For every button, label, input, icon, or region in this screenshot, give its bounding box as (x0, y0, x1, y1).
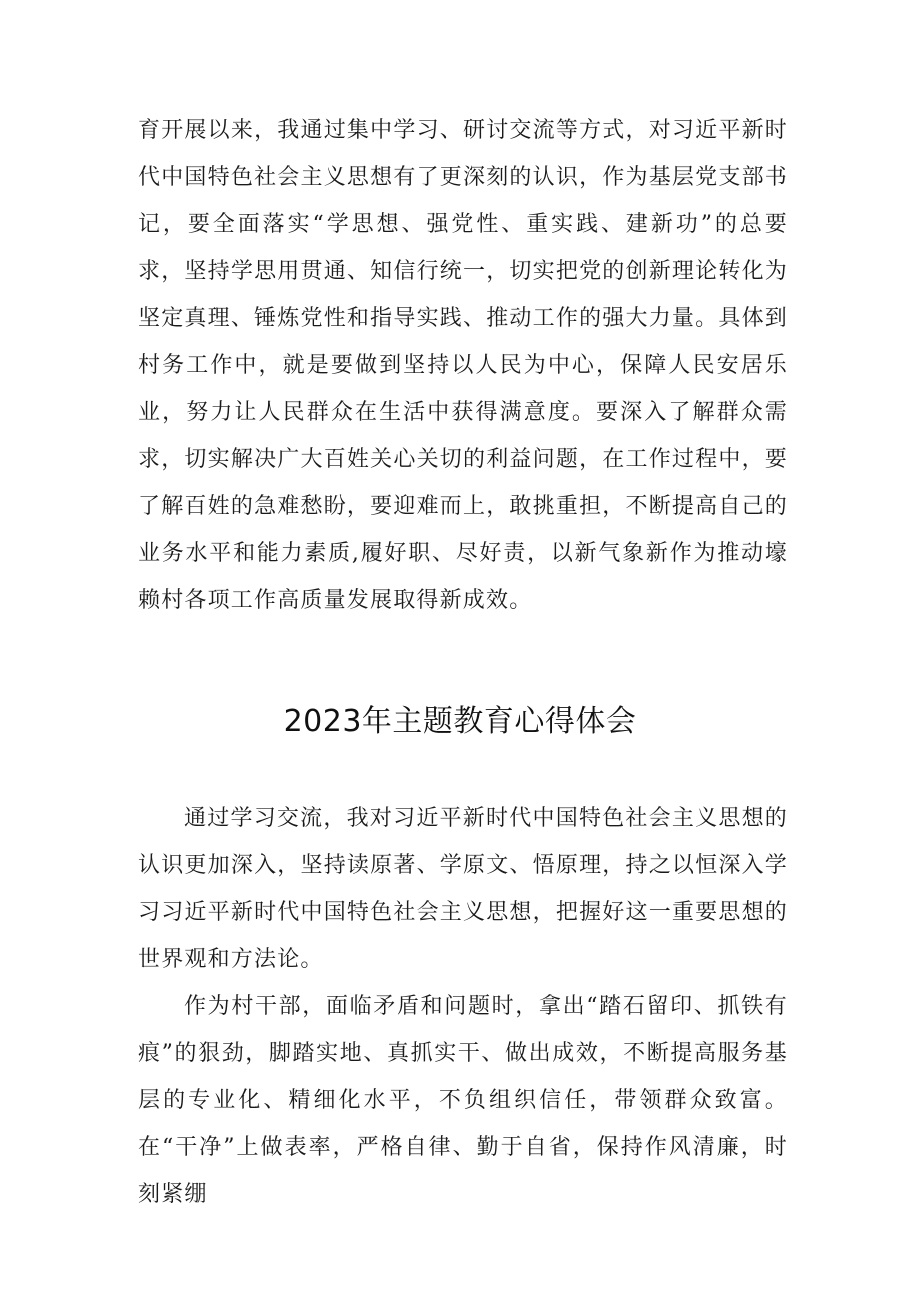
continued-paragraph: 育开展以来，我通过集中学习、研讨交流等方式，对习近平新时代中国特色社会主义思想有了更深刻的认识，作为基层党支部书记，要全面落实“学思想、强党性、重实践、建新功”的总要求，坚持学思用贯通、知信行统一，切实把党的创新理论转化为坚定真理、锤炼党性和指导实践、推动工作的强大力量。具体到村务工作中，就是要做到坚持以人民为中心，保障人民安居乐业，努力让人民群众在生活中获得满意度。要深入了解群众需求，切实解决广大百姓关心关切的利益问题，在工作过程中，要了解百姓的急难愁盼，要迎难而上，敢挑重担，不断提高自己的业务水平和能力素质,履好职、尽好责，以新气象新作为推动壕赖村各项工作高质量发展取得新成效。 (138, 118, 788, 613)
body-paragraph-2: 作为村干部，面临矛盾和问题时，拿出“踏石留印、抓铁有痕”的狠劲，脚踏实地、真抓实干、做出成效，不断提高服务基层的专业化、精细化水平，不负组织信任，带领群众致富。在“干净”上做表率，严格自律、勤于自省，保持作风清廉，时刻紧绷 (138, 994, 788, 1207)
body-paragraph-1: 通过学习交流，我对习近平新时代中国特色社会主义思想的认识更加深入，坚持读原著、学原文、悟原理，持之以恒深入学习习近平新时代中国特色社会主义思想，把握好这一重要思想的世界观和方法论。 (138, 806, 788, 972)
section-title: 2023年主题教育心得体会 (283, 704, 637, 739)
